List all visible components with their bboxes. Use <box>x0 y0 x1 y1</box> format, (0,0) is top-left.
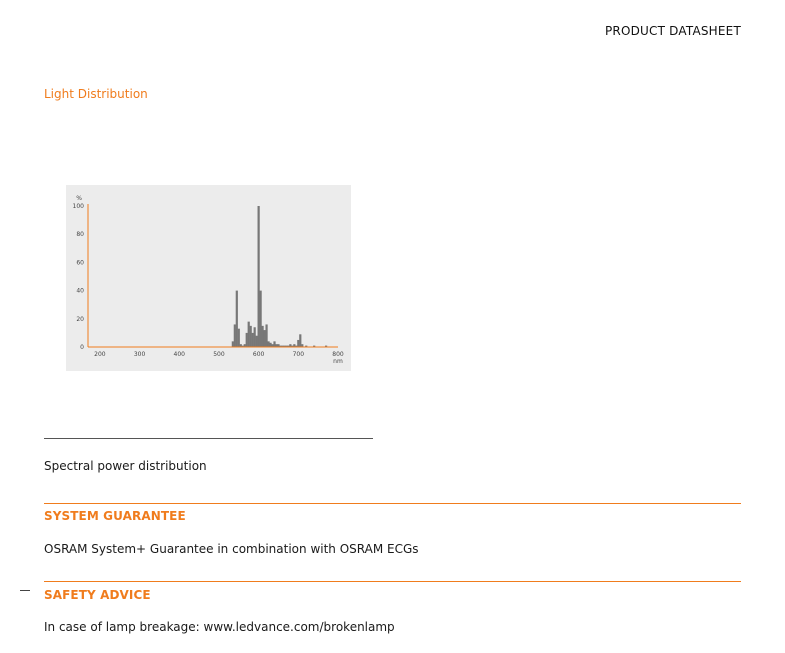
caption-divider <box>44 438 373 439</box>
chart-bar <box>232 341 234 347</box>
x-unit-label: nm <box>333 358 343 365</box>
chart-bar <box>297 340 299 347</box>
chart-bar <box>246 333 248 347</box>
safety-advice-heading: SAFETY ADVICE <box>44 588 151 602</box>
x-tick-label: 500 <box>213 351 225 358</box>
y-unit-label: % <box>76 195 82 202</box>
page-header-title: PRODUCT DATASHEET <box>604 24 741 38</box>
system-guarantee-text: OSRAM System+ Guarantee in combination with OSRAM ECGs <box>44 542 419 556</box>
y-tick-label: 60 <box>76 259 84 267</box>
chart-bars <box>232 206 327 347</box>
chart-bar <box>250 326 252 347</box>
chart-bar <box>265 324 267 347</box>
system-guarantee-divider <box>44 503 741 504</box>
chart-ticks <box>73 195 344 365</box>
chart-bar <box>299 334 301 347</box>
spectral-chart-svg <box>66 185 351 371</box>
chart-bar <box>254 327 256 347</box>
chart-bar <box>234 324 236 347</box>
chart-bar <box>269 343 271 347</box>
x-tick-label: 200 <box>94 351 106 358</box>
chart-caption: Spectral power distribution <box>44 459 207 473</box>
chart-bar <box>273 341 275 347</box>
system-guarantee-heading: SYSTEM GUARANTEE <box>44 509 186 523</box>
x-tick-label: 600 <box>252 351 265 358</box>
y-tick-label: 80 <box>76 231 84 239</box>
x-tick-label: 300 <box>133 351 146 358</box>
chart-bar <box>258 206 260 347</box>
light-distribution-heading: Light Distribution <box>44 87 148 101</box>
chart-bar <box>260 291 262 347</box>
chart-bar <box>262 326 264 347</box>
chart-bar <box>252 333 254 347</box>
margin-mark <box>20 590 30 591</box>
x-tick-label: 700 <box>292 351 305 358</box>
y-tick-label: 40 <box>76 287 84 295</box>
chart-bar <box>256 336 258 347</box>
chart-bar <box>236 291 238 347</box>
x-tick-label: 800 <box>332 351 344 358</box>
safety-advice-text: In case of lamp breakage: www.ledvance.com/brokenlamp <box>44 620 395 634</box>
y-tick-label: 100 <box>72 203 84 210</box>
chart-bar <box>263 330 265 347</box>
x-tick-label: 400 <box>173 351 185 358</box>
chart-bar <box>238 329 240 347</box>
spectral-chart <box>66 185 351 371</box>
safety-advice-divider <box>44 581 741 582</box>
chart-bar <box>267 341 269 347</box>
chart-axes <box>88 204 338 347</box>
chart-bar <box>248 322 250 347</box>
y-tick-label: 0 <box>80 344 84 351</box>
y-tick-label: 20 <box>76 315 84 323</box>
